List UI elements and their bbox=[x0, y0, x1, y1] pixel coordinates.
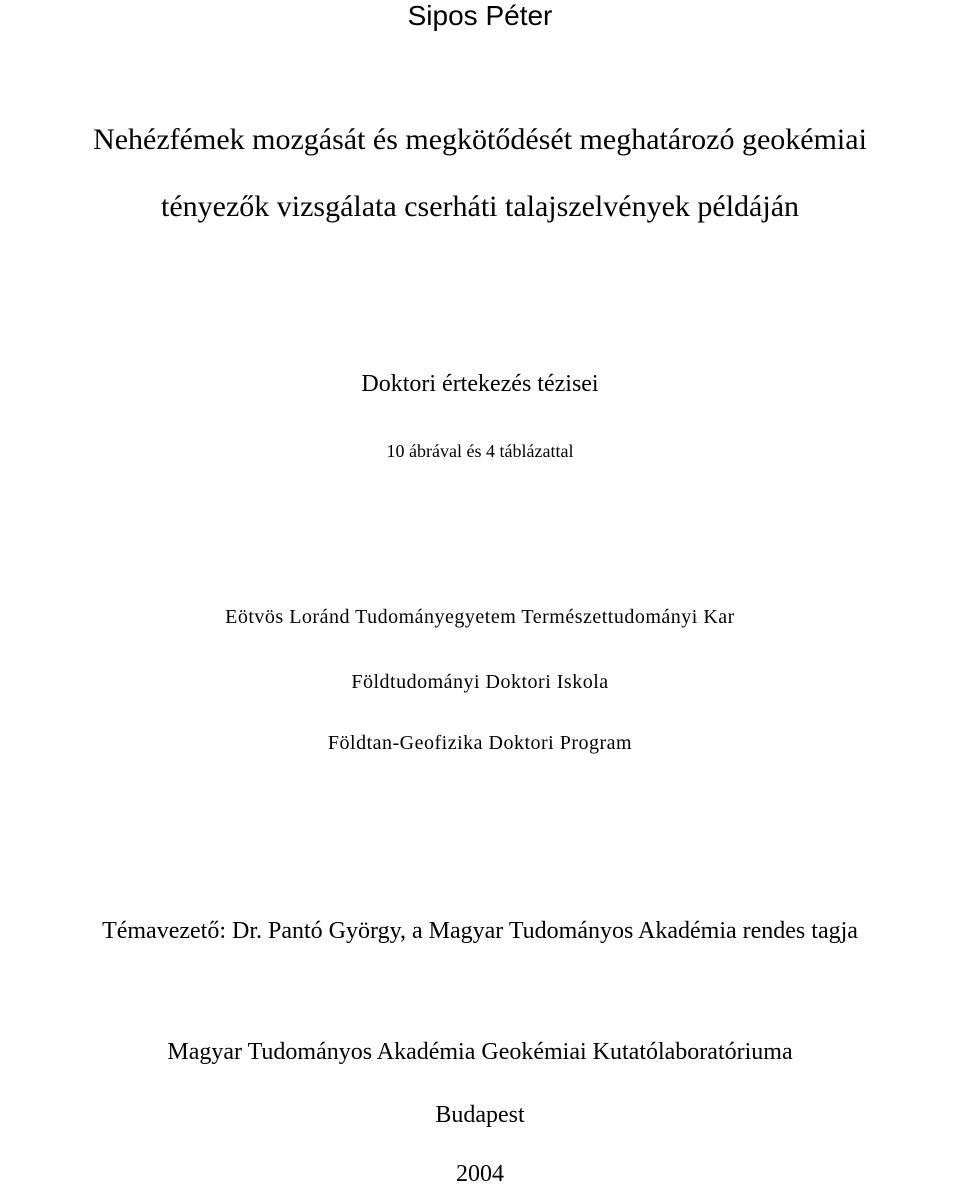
city: Budapest bbox=[435, 1102, 525, 1128]
thesis-title-line-1: Nehézfémek mozgását és megkötődését meghatározó geokémiai bbox=[93, 123, 867, 156]
year: 2004 bbox=[456, 1161, 504, 1187]
document-type: Doktori értekezés tézisei bbox=[361, 371, 599, 397]
author-name: Sipos Péter bbox=[407, 0, 553, 31]
figures-tables-note: 10 ábrával és 4 táblázattal bbox=[386, 441, 574, 461]
doctoral-school: Földtudományi Doktori Iskola bbox=[351, 671, 609, 693]
thesis-title-line-2: tényezők vizsgálata cserháti talajszelvények példáján bbox=[160, 190, 800, 223]
advisor-line: Témavezető: Dr. Pantó György, a Magyar Tudományos Akadémia rendes tagja bbox=[102, 918, 858, 944]
university-faculty: Eötvös Loránd Tudományegyetem Természettudományi Kar bbox=[225, 606, 735, 628]
laboratory-name: Magyar Tudományos Akadémia Geokémiai Kutatólaboratóriuma bbox=[167, 1039, 793, 1065]
doctoral-program: Földtan-Geofizika Doktori Program bbox=[327, 732, 633, 754]
